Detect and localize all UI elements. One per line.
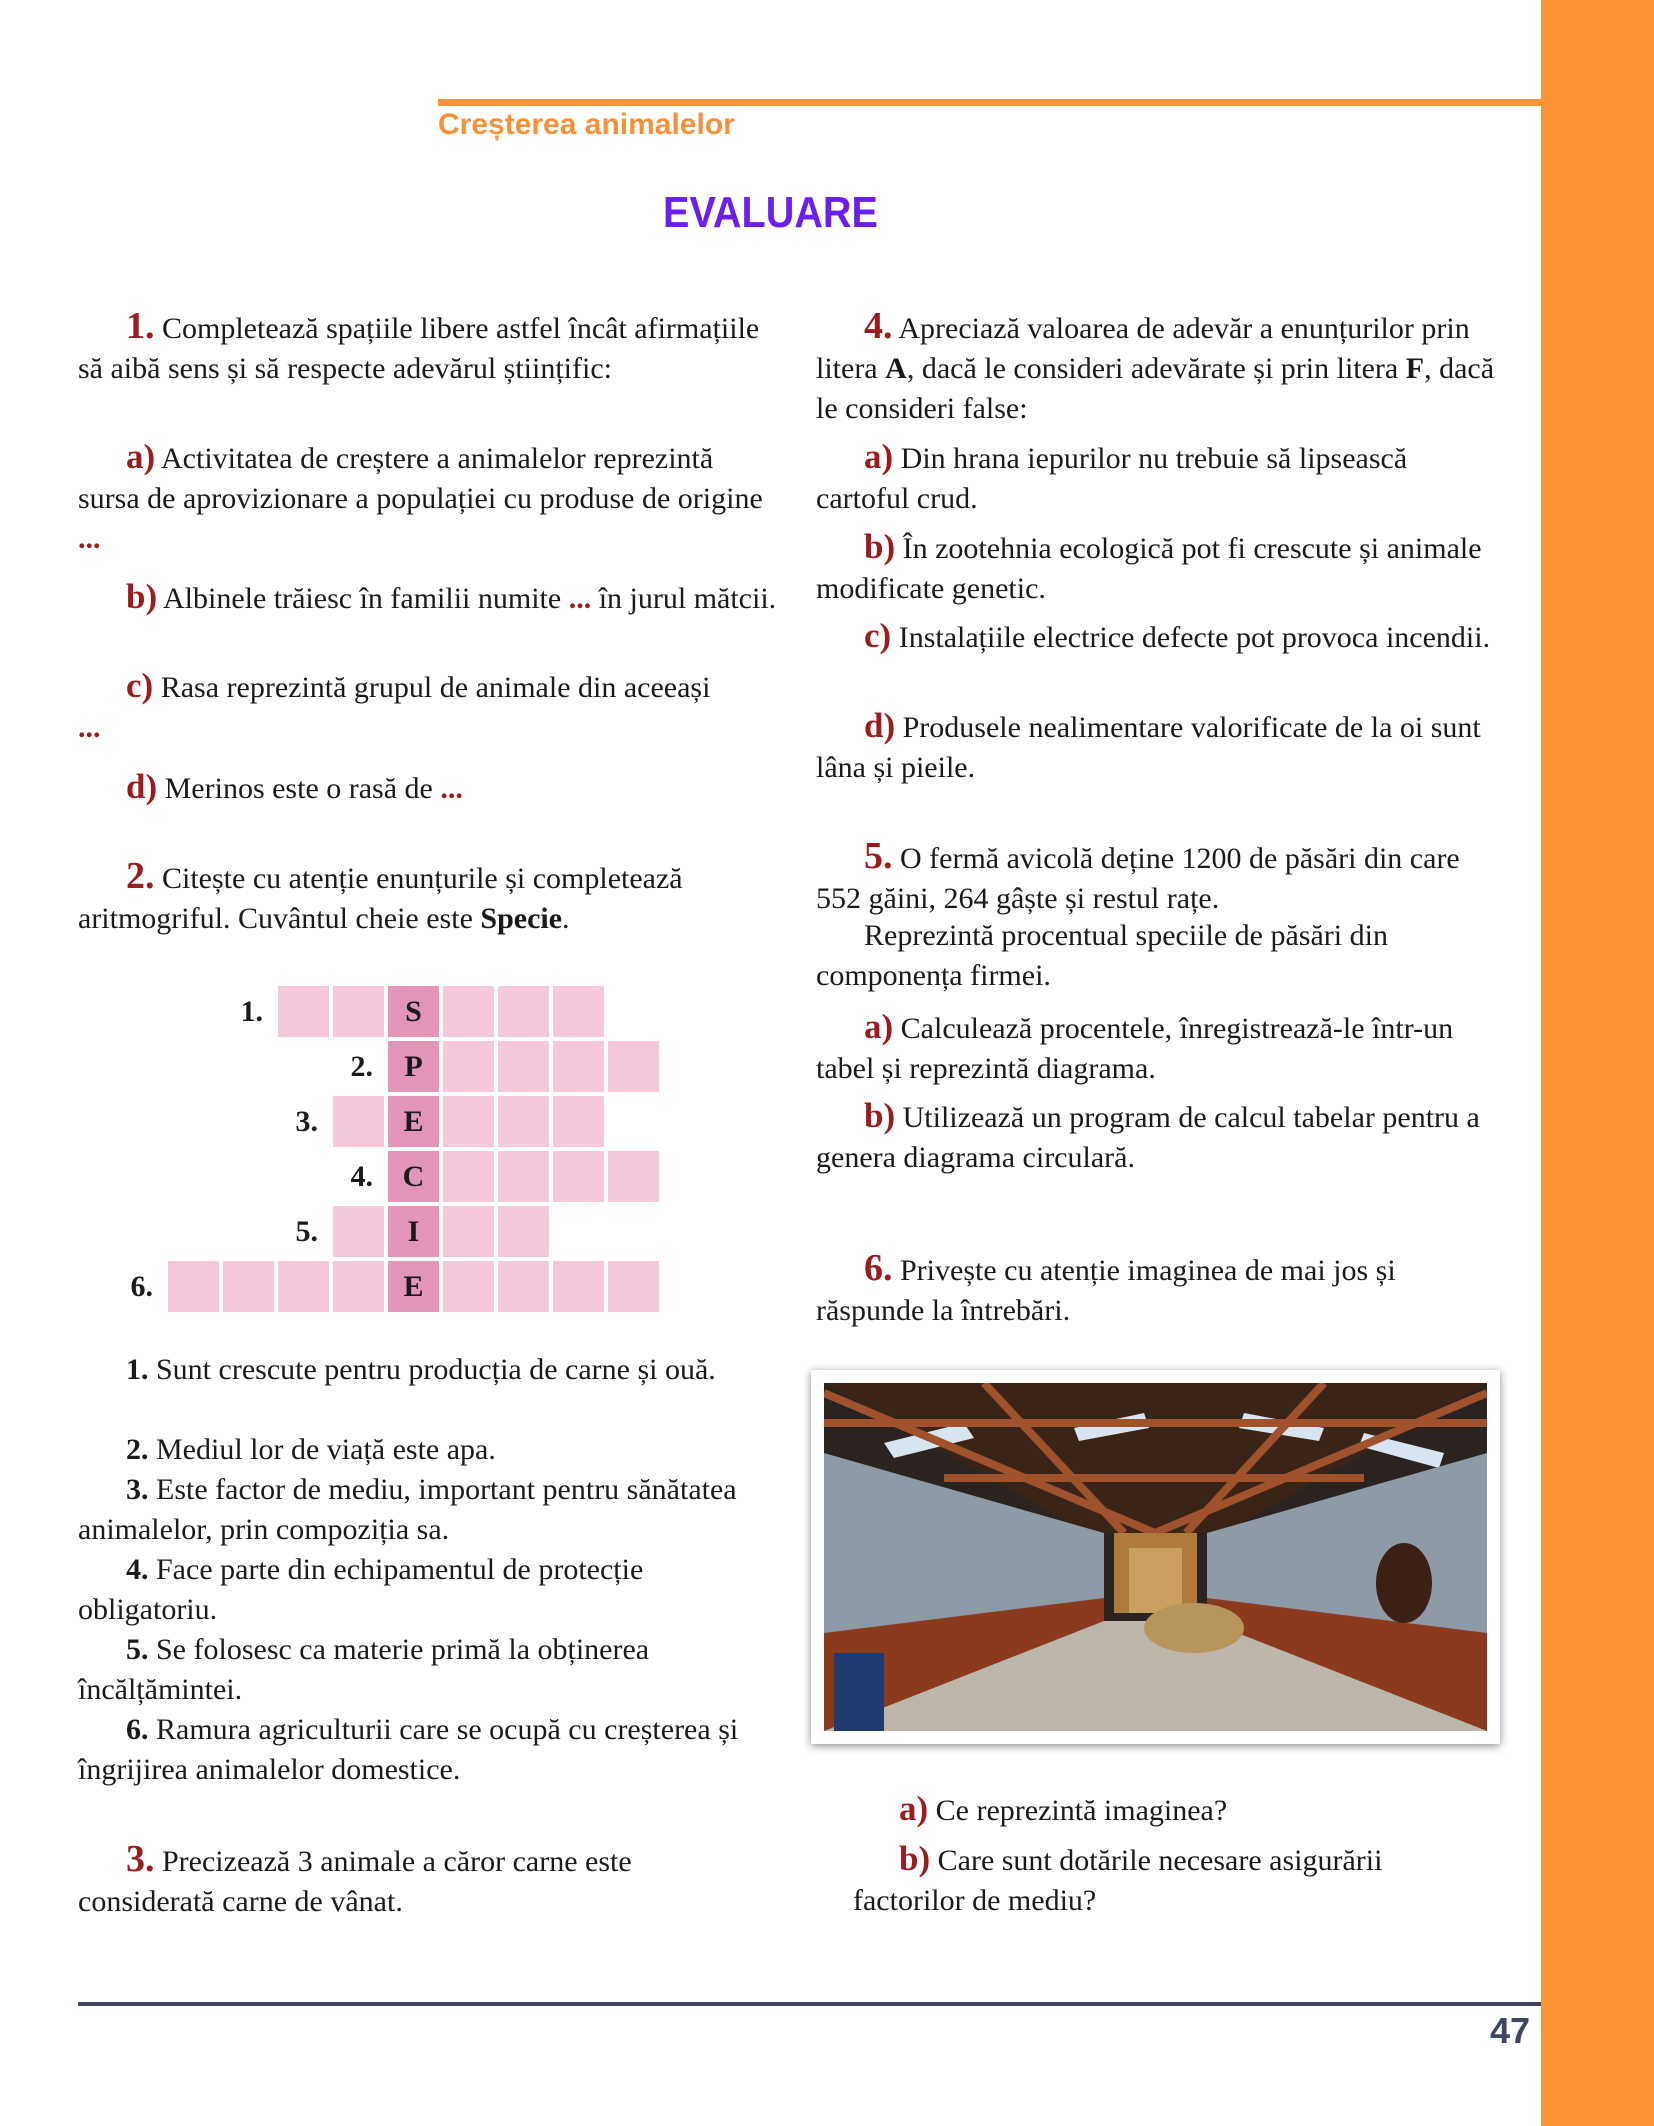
question-text: Citește cu atenție enunțurile și completează aritmogriful. Cuvântul cheie este xyxy=(78,862,683,935)
crossword-cell[interactable] xyxy=(443,1151,494,1202)
question-6b xyxy=(853,1839,1473,1921)
question-text: O fermă avicolă deține 1200 de păsări din care 552 găini, 264 gâște și restul rațe. xyxy=(816,842,1460,915)
crossword-cell[interactable] xyxy=(333,1261,384,1312)
question-1b xyxy=(78,577,778,619)
crossword-cell[interactable] xyxy=(553,1261,604,1312)
crossword-cell[interactable] xyxy=(498,1041,549,1092)
crossword-cell[interactable] xyxy=(553,986,604,1037)
item-text: Utilizează un program de calcul tabelar pentru a genera diagrama circulară. xyxy=(816,1101,1480,1174)
question-4 xyxy=(816,306,1506,429)
crossword-key-cell: E xyxy=(388,1261,439,1312)
crossword-cell[interactable] xyxy=(443,1096,494,1147)
crossword-clue xyxy=(78,1630,788,1710)
crossword-cell[interactable] xyxy=(333,986,384,1037)
item-label: d) xyxy=(126,767,158,806)
question-number: 6. xyxy=(864,1247,893,1289)
crossword-cell[interactable] xyxy=(608,1041,659,1092)
item-text: Albinele trăiesc în familii numite xyxy=(162,582,562,615)
question-text: Apreciază valoarea de adevăr a enunțurilor prin litera xyxy=(816,312,1470,385)
crossword-cell[interactable] xyxy=(443,1206,494,1257)
crossword-cell[interactable] xyxy=(498,1096,549,1147)
crossword-row-label: 1. xyxy=(240,995,263,1028)
crossword-cell[interactable] xyxy=(553,1096,604,1147)
crossword-clue xyxy=(78,1350,788,1390)
clue-number: 1. xyxy=(126,1353,149,1386)
crossword-row-label: 2. xyxy=(350,1050,373,1083)
blank: ... xyxy=(568,582,592,615)
crossword-cell[interactable] xyxy=(553,1041,604,1092)
crossword-key-cell: E xyxy=(388,1096,439,1147)
crossword-row-label: 6. xyxy=(130,1270,153,1303)
question-1c xyxy=(78,666,718,748)
item-text: În zootehnia ecologică pot fi crescute și animale modificate genetic. xyxy=(816,532,1482,605)
question-5b xyxy=(816,1096,1506,1178)
punctuation: . xyxy=(562,902,570,935)
clue-text: Sunt crescute pentru producția de carne și ouă. xyxy=(156,1353,716,1386)
crossword-key-cell: C xyxy=(388,1151,439,1202)
crossword-cell[interactable] xyxy=(608,1151,659,1202)
clue-text: Mediul lor de viață este apa. xyxy=(156,1433,496,1466)
item-label: c) xyxy=(126,666,154,705)
crossword-cell[interactable] xyxy=(278,986,329,1037)
clue-text: Este factor de mediu, important pentru sănătatea animalelor, prin compoziția sa. xyxy=(78,1473,737,1546)
question-4c xyxy=(816,616,1506,658)
question-1 xyxy=(78,306,778,389)
item-label: b) xyxy=(899,1839,931,1878)
clue-number: 2. xyxy=(126,1433,149,1466)
clue-text: Se folosesc ca materie primă la obținerea încălțămintei. xyxy=(78,1633,650,1706)
question-5a xyxy=(816,1007,1506,1089)
stable-photo xyxy=(811,1370,1500,1744)
blank: ... xyxy=(78,522,101,555)
crossword-clue xyxy=(78,1430,788,1470)
question-5 xyxy=(816,836,1486,919)
letter-f: F xyxy=(1405,352,1425,385)
keyword: Specie xyxy=(480,902,563,935)
blank: ... xyxy=(440,772,463,805)
item-label: d) xyxy=(864,706,896,745)
item-text: Rasa reprezintă grupul de animale din aceeași xyxy=(160,671,711,704)
item-text: Din hrana iepurilor nu trebuie să lipsească cartoful crud. xyxy=(816,442,1408,515)
page-title: EVALUARE xyxy=(663,188,878,237)
question-number: 2. xyxy=(126,855,155,897)
page-number: 47 xyxy=(1490,2010,1531,2051)
crossword-cell[interactable] xyxy=(333,1206,384,1257)
item-text: în jurul mătcii. xyxy=(598,582,777,615)
crossword-row-label: 5. xyxy=(295,1215,318,1248)
footer-rule xyxy=(78,2002,1541,2006)
item-label: c) xyxy=(864,616,892,655)
crossword-key-cell: I xyxy=(388,1206,439,1257)
crossword-cell[interactable] xyxy=(498,1206,549,1257)
item-label: a) xyxy=(864,1007,894,1046)
crossword-cell[interactable] xyxy=(498,986,549,1037)
question-4a xyxy=(816,437,1506,519)
crossword-clue xyxy=(78,1710,788,1790)
clue-number: 3. xyxy=(126,1473,149,1506)
item-label: a) xyxy=(899,1789,929,1828)
crossword-cell[interactable] xyxy=(498,1261,549,1312)
item-text: Care sunt dotările necesare asigurării factorilor de mediu? xyxy=(853,1844,1383,1917)
crossword-cell[interactable] xyxy=(333,1096,384,1147)
question-number: 4. xyxy=(864,305,893,347)
crossword-cell[interactable] xyxy=(443,1261,494,1312)
question-number: 5. xyxy=(864,835,893,877)
question-text: Completează spațiile libere astfel încât afirmațiile să aibă sens și să respecte adevărul științific: xyxy=(78,312,760,385)
crossword-cell[interactable] xyxy=(168,1261,219,1312)
item-text: Produsele nealimentare valorificate de la oi sunt lâna și pieile. xyxy=(816,711,1481,784)
crossword-cell[interactable] xyxy=(223,1261,274,1312)
crossword-cell[interactable] xyxy=(553,1151,604,1202)
question-number: 1. xyxy=(126,305,155,347)
item-text: Calculează procentele, înregistrează-le într-un tabel și reprezintă diagrama. xyxy=(816,1012,1454,1085)
item-text: Ce reprezintă imaginea? xyxy=(935,1794,1228,1827)
clue-text: Face parte din echipamentul de protecție obligatoriu. xyxy=(78,1553,644,1626)
item-text: Instalațiile electrice defecte pot provoca incendii. xyxy=(898,621,1491,654)
crossword-key-cell: P xyxy=(388,1041,439,1092)
question-1a xyxy=(78,437,778,559)
crossword-clue xyxy=(78,1470,788,1550)
question-4d xyxy=(816,706,1506,788)
clue-number: 5. xyxy=(126,1633,149,1666)
header-rule xyxy=(438,99,1541,106)
crossword-cell[interactable] xyxy=(443,986,494,1037)
question-3 xyxy=(78,1839,728,1922)
crossword-cell[interactable] xyxy=(498,1151,549,1202)
question-text: Precizează 3 animale a căror carne este considerată carne de vânat. xyxy=(78,1845,632,1918)
crossword-cell[interactable] xyxy=(278,1261,329,1312)
crossword-cell[interactable] xyxy=(443,1041,494,1092)
horse-stable-image xyxy=(824,1383,1487,1731)
item-label: a) xyxy=(864,437,894,476)
crossword-row-label: 4. xyxy=(350,1160,373,1193)
crossword-key-cell: S xyxy=(388,986,439,1037)
question-6a xyxy=(899,1789,1499,1831)
question-1d xyxy=(78,767,778,809)
item-label: a) xyxy=(126,437,156,476)
crossword-cell[interactable] xyxy=(608,1261,659,1312)
chapter-title: Creșterea animalelor xyxy=(438,108,735,141)
item-label: b) xyxy=(864,1096,896,1135)
item-label: b) xyxy=(864,527,896,566)
question-number: 3. xyxy=(126,1838,155,1880)
question-text: , dacă le consideri adevărate și prin litera xyxy=(906,352,1399,385)
question-text: , dacă le consideri false: xyxy=(816,352,1495,425)
clue-number: 4. xyxy=(126,1553,149,1586)
crossword-row-label: 3. xyxy=(295,1105,318,1138)
item-text: Merinos este o rasă de xyxy=(164,772,433,805)
clue-text: Ramura agriculturii care se ocupă cu creșterea și îngrijirea animalelor domestice. xyxy=(78,1713,739,1786)
question-5-text2: Reprezintă procentual speciile de păsări din componența firmei. xyxy=(816,919,1388,992)
blank: ... xyxy=(78,711,101,744)
item-text: Activitatea de creștere a animalelor reprezintă sursa de aprovizionare a populației cu produse de origine xyxy=(78,442,763,515)
item-label: b) xyxy=(126,577,158,616)
letter-a: A xyxy=(885,352,907,385)
question-2 xyxy=(78,856,778,939)
crossword-clue xyxy=(78,1550,788,1630)
clue-number: 6. xyxy=(126,1713,149,1746)
orange-side-band xyxy=(1541,0,1654,2126)
question-4b xyxy=(816,527,1506,609)
question-text: Privește cu atenție imaginea de mai jos și răspunde la întrebări. xyxy=(816,1254,1396,1327)
question-6 xyxy=(816,1248,1476,1331)
